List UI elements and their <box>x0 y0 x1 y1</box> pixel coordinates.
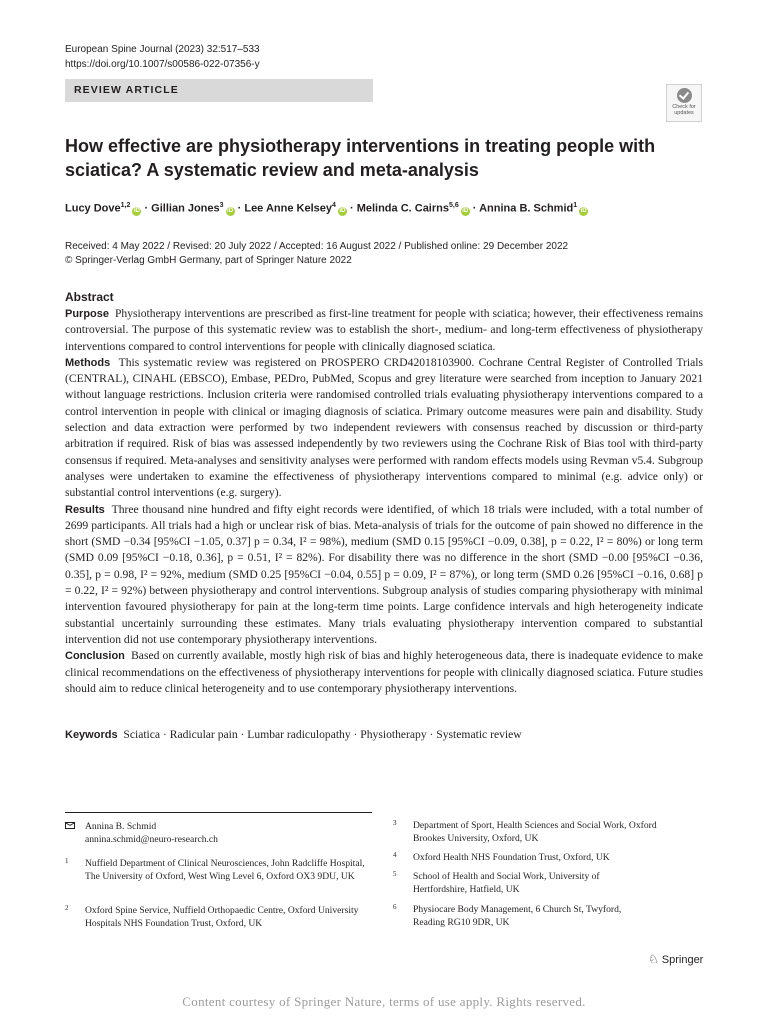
abstract-purpose <box>65 306 703 355</box>
check-updates-line2: updates <box>674 110 694 116</box>
envelope-icon <box>65 822 75 829</box>
publication-dates <box>65 240 568 268</box>
orcid-icon[interactable]: iD <box>133 207 140 214</box>
affiliation-text: Nuffield Department of Clinical Neurosciences, John Radcliffe Hospital, The University of Oxford, West Wing Level 6, Oxford OX3 9DU, UK <box>85 858 365 882</box>
footnote-divider <box>65 812 372 813</box>
section-text: Physiotherapy interventions are prescribed as first-line treatment for people with sciatica; however, their effectiveness remains controversial. The purpose of this systematic review was to establish the short-, medium- and long-term effectiveness of physiotherapy interventions compared to control interventions for people with clinically diagnosed sciatica. <box>65 307 703 353</box>
author-affiliation-sup: 5,6 <box>448 202 459 209</box>
keywords-text: Sciatica · Radicular pain · Lumbar radiculopathy · Physiotherapy · Systematic review <box>123 728 522 741</box>
affiliation-text: Oxford Health NHS Foundation Trust, Oxford, UK <box>413 852 610 863</box>
publisher-logo <box>648 952 703 966</box>
author-affiliation-sup: 3 <box>219 202 224 209</box>
affiliation-text: Oxford Spine Service, Nuffield Orthopaedic Centre, Oxford University Hospitals NHS Foundation Trust, Oxford, UK <box>85 905 359 929</box>
article-title: How effective are physiotherapy interventions in treating people with sciatica? A systematic review and meta-analysis <box>65 136 656 180</box>
springer-horse-icon: ♘ <box>648 952 659 966</box>
orcid-icon[interactable]: iD <box>339 207 346 214</box>
date-history: Received: 4 May 2022 / Revised: 20 July 2022 / Accepted: 16 August 2022 / Published online: 29 December 2022 <box>65 241 569 252</box>
author-list <box>65 202 588 216</box>
affiliation-number: 1 <box>65 857 69 865</box>
affiliation-item <box>393 903 693 931</box>
section-label: Purpose <box>65 308 110 320</box>
author-name: Gillian Jones <box>151 202 220 215</box>
affiliation-text: School of Health and Social Work, University of Hertfordshire, Hatfield, UK <box>413 871 600 895</box>
author-separator: · <box>237 202 242 215</box>
courtesy-watermark: Content courtesy of Springer Nature, terms of use apply. Rights reserved. <box>182 994 586 1009</box>
author-affiliation-sup: 4 <box>331 202 336 209</box>
affiliation-number: 6 <box>393 903 397 911</box>
abstract-conclusion <box>65 648 703 697</box>
author-separator: · <box>144 202 149 215</box>
correspondence-name: Annina B. Schmid <box>85 821 157 832</box>
publisher-name: Springer <box>661 954 704 966</box>
copyright-line: © Springer-Verlag GmbH Germany, part of Springer Nature 2022 <box>65 255 352 266</box>
doi-link[interactable]: https://doi.org/10.1007/s00586-022-07356-y <box>65 59 260 70</box>
affiliation-number: 4 <box>393 851 397 859</box>
correspondence <box>65 820 365 848</box>
author-name: Lucy Dove <box>65 202 121 215</box>
section-text: Three thousand nine hundred and fifty eight records were identified, of which 18 trials were included, with a total number of 2699 participants. All trials had a high or unclear risk of bias. Meta-analysis of trials for the outcome of pain showed no difference in the short (SMD −0.34 [95%CI −1.05, 0.37] p = 0.34, I² = 98%), medium (SMD 0.15 [95%CI −0.09, 0.38], p = 0.22, I² = 80%) or long term (SMD 0.09 [95%CI −0.18, 0.36], p = 0.51, I² = 82%). For disability there was no difference in the short (SMD −0.00 [95%CI −0.36, 0.35], p = 0.98, I² = 92%, medium (SMD 0.25 [95%CI −0.04, 0.55] p = 0.09, I² = 87%), or long term (SMD 0.26 [95%CI −0.16, 0.68] p = 0.22, I² = 92%) between physiotherapy and control interventions. Subgroup analysis of studies comparing physiotherapy with minimal intervention favoured physiotherapy for pain at the long-term time points. Large confidence intervals and high heterogeneity indicate substantial uncertainly surrounding these estimates. Many trials evaluating physiotherapy intervention compared to substantial intervention did not use contemporary physiotherapy interventions. <box>65 502 703 646</box>
section-text: Based on currently available, mostly high risk of bias and highly heterogeneous data, there is inadequate evidence to make clinical recommendations on the effectiveness of physiotherapy interventions for people with clinically diagnosed sciatica. Future studies should aim to reduce clinical heterogeneity and to use contemporary physiotherapy interventions. <box>65 649 703 695</box>
affiliation-number: 2 <box>65 904 69 912</box>
section-label: Methods <box>65 356 111 369</box>
author-name: Lee Anne Kelsey <box>244 202 332 215</box>
abstract-methods <box>65 355 703 502</box>
abstract-heading: Abstract <box>65 290 114 304</box>
affiliation-item <box>65 904 365 932</box>
author-name: Melinda C. Cairns <box>356 202 449 215</box>
affiliation-text: Physiocare Body Management, 6 Church St, Twyford, Reading RG10 9DR, UK <box>413 904 622 928</box>
orcid-icon[interactable]: iD <box>580 207 587 214</box>
section-label: Results <box>65 503 105 516</box>
author-affiliation-sup: 1 <box>573 202 578 209</box>
author-affiliation-sup: 1,2 <box>120 202 131 209</box>
affiliation-number: 5 <box>393 870 397 878</box>
keywords <box>65 728 522 741</box>
journal-citation: European Spine Journal (2023) 32:517–533 <box>65 44 260 55</box>
section-text: This systematic review was registered on PROSPERO CRD42018103900. Cochrane Central Register of Controlled Trials (CENTRAL), CINAHL (EBSCO), Embase, PEDro, PubMed, Scopus and grey literature were searched from inception to January 2021 without language restrictions. Inclusion criteria were randomised controlled trials evaluating physiotherapy interventions compared to a control intervention in people with clinical or imaging diagnosis of sciatica. Primary outcome measures were pain and disability. Study selection and data extraction were performed by two independent reviewers with consensus reached by discussion or third-party arbitration if required. Risk of bias was assessed independently by two reviewers using the Cochrane Risk of Bias tool with third-party consensus if required. Meta-analyses and sensitivity analyses were performed with random effects models using Revman v5.4. Subgroup analyses were undertaken to examine the effectiveness of physiotherapy interventions compared to minimal (e.g. advice only) or substantial control interventions (e.g. surgery). <box>65 355 703 500</box>
author-separator: · <box>472 202 477 215</box>
orcid-icon[interactable]: iD <box>227 207 234 214</box>
affiliation-item <box>65 857 365 897</box>
section-label: Conclusion <box>65 650 125 663</box>
check-for-updates-button[interactable] <box>666 84 702 122</box>
check-updates-line1: Check for <box>672 104 696 110</box>
affiliation-item <box>393 819 693 847</box>
correspondence-email[interactable]: annina.schmid@neuro-research.ch <box>85 834 218 845</box>
author-separator: · <box>349 202 354 215</box>
affiliation-item <box>393 851 693 867</box>
check-updates-icon <box>677 88 692 103</box>
affiliation-text: Department of Sport, Health Sciences and Social Work, Oxford Brookes University, Oxford, UK <box>413 820 657 844</box>
article-type-banner: REVIEW ARTICLE <box>65 79 373 102</box>
correspondence-block <box>85 820 218 846</box>
orcid-icon[interactable]: iD <box>462 207 469 214</box>
affiliation-item <box>393 870 693 898</box>
abstract-body <box>65 306 703 697</box>
journal-header <box>65 42 260 72</box>
keywords-label: Keywords <box>65 729 118 741</box>
abstract-results <box>65 502 703 649</box>
author-name: Annina B. Schmid <box>479 202 574 215</box>
affiliation-number: 3 <box>393 819 397 827</box>
